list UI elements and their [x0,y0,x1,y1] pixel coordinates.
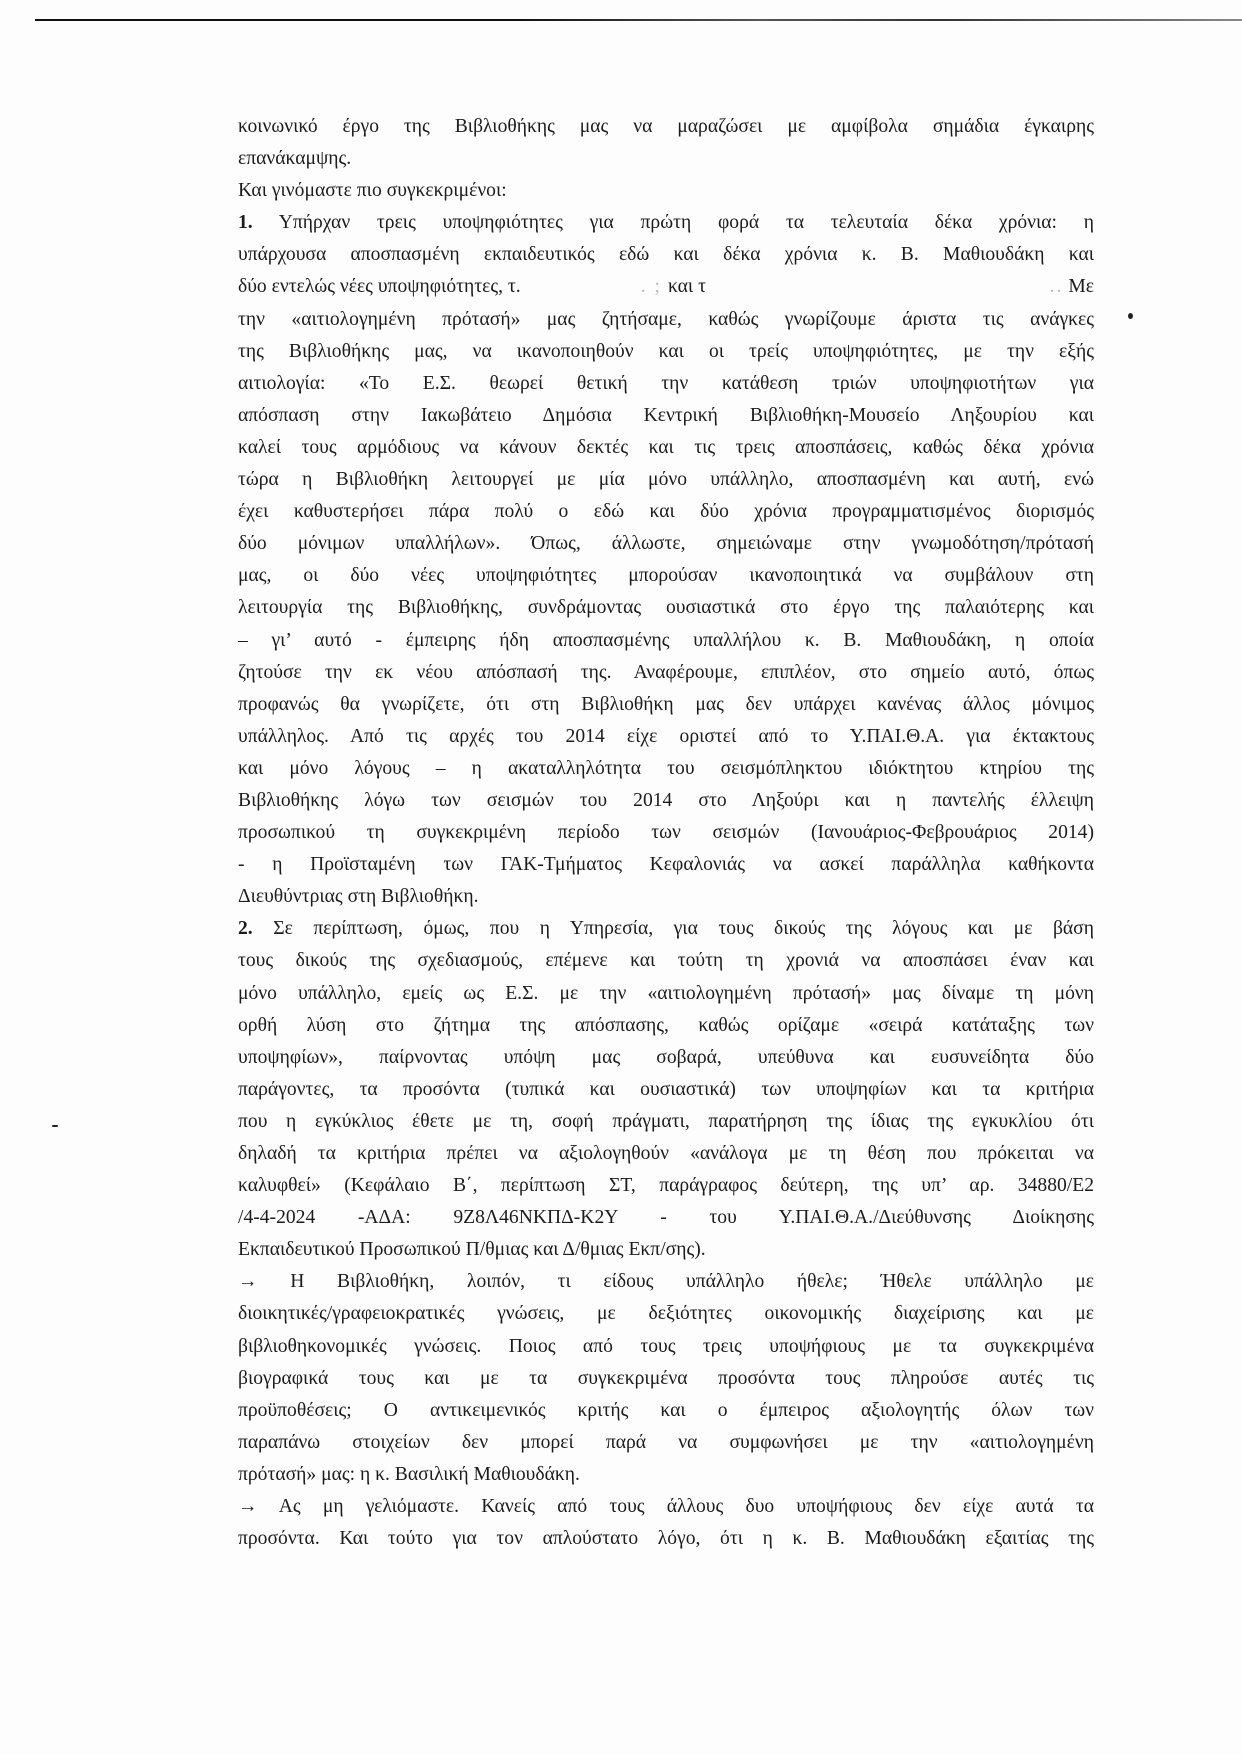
line-text: της Βιβλιοθήκης μας, να ικανοποιηθούν και οι τρείς υποψηφιότητες, με την εξής [238,340,1094,362]
line-text: βιβλιοθηκονομικές γνώσεις. Ποιος από τους τρεις υποψήφιους με τα συγκεκριμένα [238,1335,1094,1357]
redacted-name: . ; [640,276,662,298]
line-text: πρότασή» μας: η κ. Βασιλική Μαθιουδάκη. [238,1463,580,1485]
text-line [238,1491,1094,1523]
text-line [238,1234,1094,1266]
text-line [238,207,1094,239]
list-number: 2. [238,918,253,940]
line-text: /4-4-2024 -ΑΔΑ: 9Ζ8Λ46ΝΚΠΔ-Κ2Υ - του Υ.ΠΑΙ.Θ.Α./Διεύθυνσης Διοίκησης [238,1207,1094,1229]
text-line [238,368,1094,400]
line-text: Σε περίπτωση, όμως, που η Υπηρεσία, για τους δικούς της λόγους και με βάση [252,918,1094,940]
text-line [238,336,1094,368]
text-line [238,881,1094,913]
text-line [238,978,1094,1010]
text-line [238,400,1094,432]
text-line [238,1170,1094,1202]
line-text: Διευθύντριας στη Βιβλιοθήκη. [238,886,479,908]
scan-speck [1128,313,1133,319]
line-text: παραπάνω στοιχείων δεν μπορεί παρά να συμφωνήσει με την «αιτιολογημένη [238,1431,1094,1453]
text-line [238,432,1094,464]
text-line [238,913,1094,945]
text-line [238,304,1094,336]
line-text: Και γινόμαστε πιο συγκεκριμένοι: [238,180,507,202]
text-line [238,721,1094,753]
line-text: μόνο υπάλληλο, εμείς ως Ε.Σ. με την «αιτιολογημένη πρότασή» μας δίναμε τη μόνη [238,982,1094,1004]
scan-top-edge-line [35,19,1242,21]
line-text: καλυφθεί» (Κεφάλαιο Β΄, περίπτωση ΣΤ, παράγραφος δεύτερη, της υπ’ αρ. 34880/Ε2 [238,1175,1094,1197]
line-text: υποψηφίων», παίρνοντας υπόψη μας σοβαρά, υπεύθυνα και ευσυνείδητα δύο [238,1046,1094,1068]
text-line [238,1074,1094,1106]
text-line [238,143,1094,175]
text-line [238,849,1094,881]
text-line [238,496,1094,528]
line-text: δύο μόνιμων υπαλλήλων». Όπως, άλλωστε, σημειώναμε στην γνωμοδότηση/πρότασή [238,533,1094,555]
line-text: ζητούσε την εκ νέου απόσπασή της. Αναφέρουμε, επιπλέον, στο σημείο αυτό, όπως [238,661,1094,683]
text-line [238,753,1094,785]
text-line [238,1202,1094,1234]
line-text: βιογραφικά τους και με τα συγκεκριμένα προσόντα τους πληρούσε αυτές τις [238,1367,1094,1389]
text-line [238,1427,1094,1459]
line-text: → Η Βιβλιοθήκη, λοιπόν, τι είδους υπάλληλο ήθελε; Ήθελε υπάλληλο με [238,1271,1094,1293]
text-line [238,464,1094,496]
line-text: μας, οι δύο νέες υποψηφιότητες μπορούσαν ικανοποιητικά να συμβάλουν στη [238,565,1094,587]
line-text: δύο εντελώς νέες υποψηφιότητες, τ. [238,276,521,298]
text-line [238,1331,1094,1363]
line-text: προσωπικού τη συγκεκριμένη περίοδο των σεισμών (Ιανουάριος-Φεβρουάριος 2014) [238,822,1094,844]
list-number: 1. [238,212,253,234]
line-text: - η Προϊσταμένη των ΓΑΚ-Τμήματος Κεφαλονιάς να ασκεί παράλληλα καθήκοντα [238,854,1094,876]
line-text: – γι’ αυτό - έμπειρης ήδη αποσπασμένης υπαλλήλου κ. Β. Μαθιουδάκη, η οποία [238,629,1094,651]
line-text: δηλαδή τα κριτήρια πρέπει να αξιολογηθούν «ανάλογα με τη θέση που πρόκειται να [238,1143,1094,1164]
redacted-name: .. [1049,276,1064,298]
line-text: διοικητικές/γραφειοκρατικές γνώσεις, με δεξιότητες οικονομικής διαχείρισης και με [238,1303,1094,1325]
text-line [238,528,1094,560]
line-text: προσόντα. Και τούτο για τον απλούστατο λόγο, ότι η κ. Β. Μαθιουδάκη εξαιτίας της [238,1528,1094,1550]
line-text: Βιβλιοθήκης λόγω των σεισμών του 2014 στο Ληξούρι και η παντελής έλλειψη [238,789,1094,811]
text-line [238,689,1094,721]
line-text: τους δικούς της σχεδιασμούς, επέμενε και τούτη τη χρονιά να αποσπάσει έναν και [238,950,1094,972]
text-line [238,625,1094,657]
text-line [238,175,1094,207]
line-text-end: Με [1068,276,1094,298]
line-text: → Ας μη γελιόμαστε. Κανείς από τους άλλους δυο υποψήφιους δεν είχε αυτά τα [238,1496,1094,1518]
line-text: έχει καθυστερήσει πάρα πολύ ο εδώ και δύο χρόνια προγραμματισμένος διορισμός [238,501,1094,523]
line-text: κοινωνικό έργο της Βιβλιοθήκης μας να μαραζώσει με αμφίβολα σημάδια έγκαιρης [238,116,1094,137]
text-line [238,785,1094,817]
text-line [238,945,1094,977]
line-text: ορθή λύση στο ζήτημα της απόσπασης, καθώς ορίζαμε «σειρά κατάταξης των [238,1014,1094,1036]
line-text: προϋποθέσεις; Ο αντικειμενικός κριτής και ο έμπειρος αξιολογητής όλων των [238,1399,1094,1421]
text-line [238,1266,1094,1298]
line-text: που η εγκύκλιος έθετε με τη, σοφή πράγματι, παρατήρηση της ίδιας της εγκυκλίου ότι [238,1110,1094,1132]
scan-speck [52,1125,58,1127]
text-line [238,1138,1094,1170]
document-body [238,111,1094,1555]
line-text: επανάκαμψης. [238,148,352,170]
line-text: την «αιτιολογημένη πρότασή» μας ζητήσαμε, καθώς γνωρίζουμε άριστα τις ανάγκες [238,308,1094,330]
line-text-mid: και τ [667,276,706,298]
line-text: Εκπαιδευτικού Προσωπικού Π/θμιας και Δ/θμιας Εκπ/σης). [238,1239,706,1261]
text-line [238,1363,1094,1395]
line-text: τώρα η Βιβλιοθήκη λειτουργεί με μία μόνο υπάλληλο, αποσπασμένη και αυτή, ενώ [238,469,1094,491]
line-text: υπάλληλος. Από τις αρχές του 2014 είχε οριστεί από το Υ.ΠΑΙ.Θ.Α. για έκτακτους [238,725,1094,747]
text-line [238,560,1094,592]
line-text: απόσπαση στην Ιακωβάτειο Δημόσια Κεντρική Βιβλιοθήκη-Μουσείο Ληξουρίου και [238,404,1094,426]
text-line [238,1010,1094,1042]
text-line [238,1395,1094,1427]
text-line [238,239,1094,271]
text-line [238,1459,1094,1491]
line-text: παράγοντες, τα προσόντα (τυπικά και ουσιαστικά) των υποψηφίων και τα κριτήρια [238,1078,1094,1100]
line-text: αιτιολογία: «Το Ε.Σ. θεωρεί θετική την κατάθεση τριών υποψηφιοτήτων για [238,372,1094,394]
text-line [238,1298,1094,1330]
text-line [238,1106,1094,1138]
line-text: λειτουργία της Βιβλιοθήκης, συνδράμοντας ουσιαστικά στο έργο της παλαιότερης και [238,597,1094,619]
text-line [238,817,1094,849]
line-text: Υπήρχαν τρεις υποψηφιότητες για πρώτη φορά τα τελευταία δέκα χρόνια: η [252,212,1094,234]
line-text: καλεί τους αρμόδιους να κάνουν δεκτές και τις τρεις αποσπάσεις, καθώς δέκα χρόνια [238,436,1094,458]
line-text: προφανώς θα γνωρίζετε, ότι στη Βιβλιοθήκη μας δεν υπάρχει κανένας άλλος μόνιμος [238,693,1094,715]
line-text: υπάρχουσα αποσπασμένη εκπαιδευτικός εδώ και δέκα χρόνια κ. Β. Μαθιουδάκη και [238,244,1094,266]
line-text: και μόνο λόγους – η ακαταλληλότητα του σεισμόπληκτου ιδιόκτητου κτηρίου της [238,757,1094,779]
text-line [238,111,1094,143]
text-line [238,657,1094,689]
text-line [238,271,1094,303]
text-line [238,1523,1094,1555]
text-line [238,592,1094,624]
text-line [238,1042,1094,1074]
